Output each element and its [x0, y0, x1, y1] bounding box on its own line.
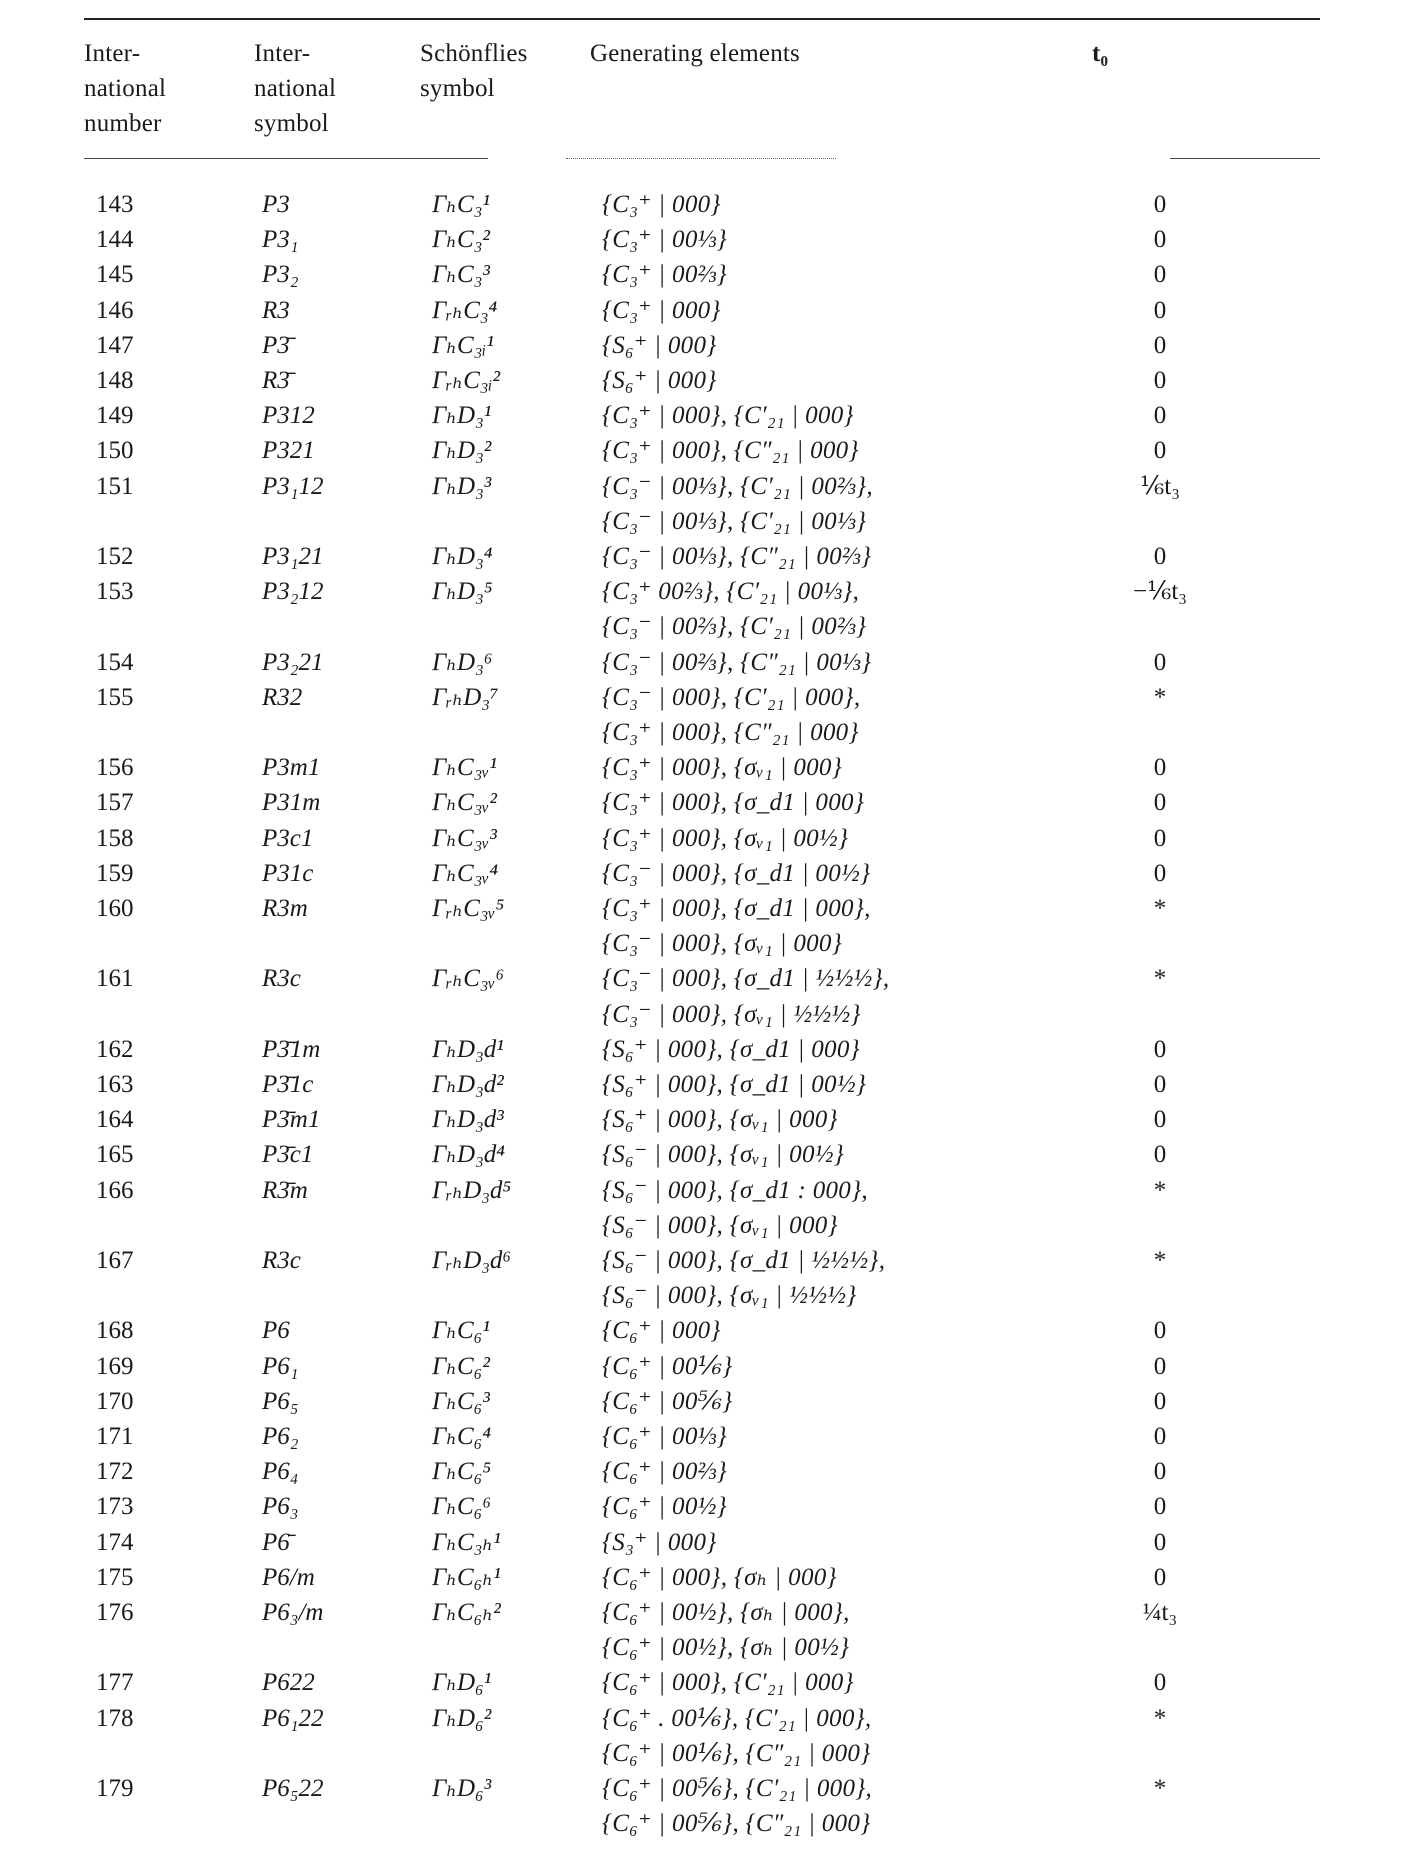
- table-row-continuation: [0, 927, 1401, 961]
- international-number: 178: [96, 1704, 134, 1732]
- t0-value: 0: [1153, 1141, 1167, 1169]
- schoenflies-symbol: ΓᵣₕC₃ᵢ²: [432, 367, 501, 394]
- international-symbol: R3̄m: [262, 1176, 308, 1204]
- t0-value: 0: [1153, 1458, 1167, 1486]
- t0-value: ⅙t₃: [1140, 472, 1180, 500]
- generating-elements: {S₃⁺ | 000}: [602, 1528, 717, 1556]
- generating-elements: {C₃⁺ | 000}, {C″₂₁ | 000}: [602, 437, 859, 465]
- table-row: [0, 962, 1401, 996]
- table-row: [0, 434, 1401, 468]
- schoenflies-symbol: ΓₕD₃d¹: [432, 1035, 504, 1063]
- t0-value: 0: [1153, 261, 1167, 289]
- generating-elements: {S₆⁻ | 000}, {σᵥ₁ | 000}: [602, 1211, 838, 1239]
- t0-value: −⅙t₃: [1133, 578, 1187, 606]
- table-row-continuation: [0, 1807, 1401, 1841]
- t0-value: 0: [1153, 1106, 1167, 1134]
- generating-elements: {C₆⁺ | 00⅚}, {C′₂₁ | 000},: [602, 1775, 873, 1802]
- international-number: 175: [96, 1563, 134, 1591]
- table-row: [0, 681, 1401, 715]
- schoenflies-symbol: ΓₕC₆⁴: [432, 1423, 492, 1450]
- international-symbol: R3c: [262, 965, 301, 993]
- international-symbol: P6₁: [262, 1352, 299, 1380]
- international-symbol: P3c1: [262, 824, 314, 852]
- table-row: [0, 1033, 1401, 1067]
- generating-elements: {S₆⁺ | 000}: [602, 367, 717, 394]
- generating-elements: {C₃⁺ | 000}: [602, 191, 721, 218]
- international-number: 170: [96, 1387, 134, 1415]
- table-row: [0, 1702, 1401, 1736]
- international-symbol: R3̄: [262, 367, 290, 394]
- table-row: [0, 892, 1401, 926]
- international-symbol: P3₁21: [262, 543, 324, 570]
- generating-elements: {S₆⁻ | 000}, {σᵥ₁ | ½½½}: [602, 1282, 857, 1310]
- table-row: [0, 329, 1401, 363]
- generating-elements: {C₃⁺ | 000}, {C′₂₁ | 000}: [602, 402, 854, 430]
- international-number: 166: [96, 1176, 134, 1204]
- international-symbol: P6̄: [262, 1528, 290, 1556]
- schoenflies-symbol: ΓₕC₃ᵥ¹: [432, 754, 497, 782]
- international-number: 163: [96, 1071, 134, 1098]
- international-symbol: P3₂21: [262, 648, 324, 676]
- generating-elements: {C₃⁻ | 00⅓}, {C′₂₁ | 00⅓}: [602, 507, 867, 535]
- schoenflies-symbol: ΓₕC₆³: [432, 1387, 490, 1415]
- international-symbol: P6₄: [262, 1458, 299, 1486]
- international-number: 176: [96, 1599, 134, 1626]
- t0-value: 0: [1153, 331, 1167, 359]
- international-number: 153: [96, 578, 134, 606]
- schoenflies-symbol: ΓₕC₆²: [432, 1352, 490, 1380]
- international-symbol: P31m: [262, 789, 321, 817]
- international-number: 158: [96, 824, 134, 852]
- generating-elements: {C₆⁺ . 00⅙}, {C′₂₁ | 000},: [602, 1704, 872, 1732]
- table-row: [0, 751, 1401, 785]
- international-number: 160: [96, 895, 134, 922]
- generating-elements: {S₆⁻ | 000}, {σ_d1 | ½½½},: [602, 1247, 886, 1274]
- t0-value: 0: [1153, 1493, 1167, 1521]
- table-row: [0, 258, 1401, 292]
- t0-value: *: [1153, 1704, 1167, 1732]
- international-symbol: P6₂: [262, 1423, 299, 1450]
- t0-value: *: [1153, 1247, 1167, 1274]
- t0-value: 0: [1153, 543, 1167, 570]
- international-symbol: P3m1: [262, 754, 321, 782]
- generating-elements: {C₆⁺ | 00½}, {σₕ | 00½}: [602, 1634, 850, 1662]
- international-symbol: P6₅22: [262, 1775, 324, 1802]
- header-international-symbol: Inter- national symbol: [254, 40, 337, 137]
- international-number: 159: [96, 859, 134, 887]
- generating-elements: {C₃⁻ | 000}, {σᵥ₁ | 000}: [602, 930, 843, 958]
- top-rule: [84, 18, 1320, 20]
- generating-elements: {C₃⁻ | 00⅔}, {C′₂₁ | 00⅔}: [602, 613, 867, 641]
- international-symbol: P3̄1m: [262, 1035, 321, 1063]
- header-generating-elements: Generating elements: [590, 40, 800, 67]
- table-row: [0, 1526, 1401, 1560]
- t0-value: 0: [1153, 1563, 1167, 1591]
- international-number: 155: [96, 683, 134, 711]
- table-row: [0, 1314, 1401, 1348]
- table-row: [0, 399, 1401, 433]
- t0-value: 0: [1153, 1528, 1167, 1556]
- international-number: 148: [96, 367, 134, 394]
- t0-value: 0: [1153, 402, 1167, 430]
- t0-value: 0: [1153, 367, 1167, 394]
- t0-value: 0: [1153, 1035, 1167, 1063]
- header-rule-right: [1170, 158, 1320, 159]
- international-symbol: P6: [262, 1317, 290, 1345]
- international-symbol: P6₅: [262, 1387, 299, 1415]
- schoenflies-symbol: ΓₕC₃ᵥ³: [432, 824, 497, 852]
- table-row: [0, 1420, 1401, 1454]
- table-row-continuation: [0, 1737, 1401, 1771]
- generating-elements: {S₆⁻ | 000}, {σ_d1 : 000},: [602, 1176, 868, 1204]
- table-row: [0, 786, 1401, 820]
- international-number: 172: [96, 1458, 134, 1486]
- header-rule-left: [84, 158, 488, 159]
- table-row-continuation: [0, 610, 1401, 644]
- t0-value: *: [1153, 895, 1167, 922]
- international-number: 173: [96, 1493, 134, 1521]
- international-symbol: P3̄m1: [262, 1106, 321, 1134]
- t0-value: 0: [1153, 437, 1167, 465]
- generating-elements: {C₃⁻ | 00⅓}, {C″₂₁ | 00⅔}: [602, 543, 872, 570]
- table-row-continuation: [0, 1631, 1401, 1665]
- table-row: [0, 857, 1401, 891]
- t0-value: 0: [1153, 824, 1167, 852]
- international-number: 152: [96, 543, 134, 570]
- header-schoenflies-symbol: Schönflies symbol: [420, 40, 528, 102]
- schoenflies-symbol: ΓₕC₃¹: [432, 191, 490, 218]
- generating-elements: {C₃⁺ 00⅔}, {C′₂₁ | 00⅓},: [602, 578, 860, 606]
- table-row: [0, 822, 1401, 856]
- generating-elements: {C₆⁺ | 000}, {σₕ | 000}: [602, 1563, 837, 1591]
- international-number: 145: [96, 261, 134, 289]
- generating-elements: {C₃⁺ | 00⅔}: [602, 261, 727, 289]
- table-row: [0, 1138, 1401, 1172]
- schoenflies-symbol: ΓₕD₆¹: [432, 1669, 492, 1697]
- t0-value: ¼t₃: [1142, 1599, 1178, 1626]
- schoenflies-symbol: ΓᵣₕD₃⁷: [432, 683, 499, 711]
- generating-elements: {C₃⁺ | 000}, {σ_d1 | 000},: [602, 895, 871, 922]
- schoenflies-symbol: ΓₕD₃d⁴: [432, 1141, 505, 1169]
- generating-elements: {C₃⁺ | 000}: [602, 296, 721, 324]
- table-row: [0, 1174, 1401, 1208]
- schoenflies-symbol: ΓₕD₆³: [432, 1775, 492, 1802]
- international-number: 162: [96, 1035, 134, 1063]
- table-row: [0, 1455, 1401, 1489]
- generating-elements: {C₆⁺ | 00½}, {σₕ | 000},: [602, 1599, 850, 1626]
- international-symbol: P3₁12: [262, 472, 324, 500]
- table-row: [0, 1772, 1401, 1806]
- international-number: 151: [96, 472, 134, 500]
- t0-value: *: [1153, 1775, 1167, 1802]
- schoenflies-symbol: ΓₕD₃d²: [432, 1071, 504, 1098]
- table-row: [0, 364, 1401, 398]
- international-symbol: P6₁22: [262, 1704, 324, 1732]
- international-number: 146: [96, 296, 134, 324]
- international-symbol: R3: [262, 296, 290, 324]
- generating-elements: {C₃⁻ | 00⅔}, {C″₂₁ | 00⅓}: [602, 648, 872, 676]
- schoenflies-symbol: ΓₕC₃ᵥ⁴: [432, 859, 499, 887]
- t0-value: 0: [1153, 1669, 1167, 1697]
- international-number: 156: [96, 754, 134, 782]
- generating-elements: {S₆⁺ | 000}: [602, 331, 717, 359]
- schoenflies-symbol: ΓᵣₕC₃⁴: [432, 296, 498, 324]
- international-symbol: P3₂12: [262, 578, 324, 606]
- international-symbol: P3₂: [262, 261, 299, 289]
- generating-elements: {C₆⁺ | 00½}: [602, 1493, 727, 1521]
- t0-value: 0: [1153, 1352, 1167, 1380]
- table-row: [0, 1244, 1401, 1278]
- table-row: [0, 540, 1401, 574]
- generating-elements: {C₃⁺ | 00⅓}: [602, 226, 727, 254]
- international-symbol: R3m: [262, 895, 308, 922]
- international-symbol: P312: [262, 402, 315, 430]
- table-row: [0, 1350, 1401, 1384]
- international-number: 165: [96, 1141, 134, 1169]
- international-symbol: P6₃: [262, 1493, 299, 1521]
- table-row: [0, 1103, 1401, 1137]
- table-row: [0, 1068, 1401, 1102]
- table-row: [0, 1561, 1401, 1595]
- schoenflies-symbol: ΓₕC₃³: [432, 261, 490, 289]
- international-number: 161: [96, 965, 134, 993]
- generating-elements: {C₃⁺ | 000}, {σᵥ₁ | 000}: [602, 754, 843, 782]
- table-row-continuation: [0, 1279, 1401, 1313]
- schoenflies-symbol: ΓₕD₃⁴: [432, 543, 493, 570]
- international-symbol: P3̄1c: [262, 1071, 314, 1098]
- t0-value: 0: [1153, 296, 1167, 324]
- generating-elements: {C₆⁺ | 00⅙}, {C″₂₁ | 000}: [602, 1739, 871, 1767]
- t0-value: 0: [1153, 859, 1167, 887]
- generating-elements: {S₆⁻ | 000}, {σᵥ₁ | 00½}: [602, 1141, 845, 1169]
- t0-value: 0: [1153, 1387, 1167, 1415]
- international-number: 144: [96, 226, 134, 254]
- schoenflies-symbol: ΓₕD₃¹: [432, 402, 492, 430]
- international-number: 164: [96, 1106, 134, 1134]
- t0-value: *: [1153, 1176, 1167, 1204]
- international-number: 174: [96, 1528, 134, 1556]
- generating-elements: {C₃⁻ | 000}, {σ_d1 | ½½½},: [602, 965, 890, 993]
- header-rule-middle: [566, 158, 836, 159]
- schoenflies-symbol: ΓₕD₃³: [432, 472, 492, 500]
- table-row-continuation: [0, 505, 1401, 539]
- international-number: 177: [96, 1669, 134, 1697]
- schoenflies-symbol: ΓₕD₃²: [432, 437, 492, 465]
- schoenflies-symbol: ΓₕD₃d³: [432, 1106, 504, 1134]
- international-symbol: P622: [262, 1669, 315, 1697]
- t0-value: 0: [1153, 1317, 1167, 1345]
- table-row: [0, 1666, 1401, 1700]
- international-symbol: P3: [262, 191, 290, 218]
- generating-elements: {C₆⁺ | 00⅚}: [602, 1387, 733, 1415]
- t0-value: 0: [1153, 1423, 1167, 1450]
- schoenflies-symbol: ΓₕC₃ₕ¹: [432, 1528, 501, 1556]
- international-symbol: P321: [262, 437, 315, 465]
- schoenflies-symbol: ΓᵣₕD₃d⁶: [432, 1247, 512, 1274]
- international-symbol: P6/m: [262, 1563, 315, 1591]
- international-symbol: P3̄: [262, 331, 290, 359]
- international-number: 179: [96, 1775, 134, 1802]
- table-row-continuation: [0, 998, 1401, 1032]
- table-row: [0, 1490, 1401, 1524]
- table-row: [0, 294, 1401, 328]
- generating-elements: {S₆⁺ | 000}, {σᵥ₁ | 000}: [602, 1106, 838, 1134]
- table-row: [0, 575, 1401, 609]
- table-row: [0, 646, 1401, 680]
- t0-value: *: [1153, 965, 1167, 993]
- schoenflies-symbol: ΓₕC₆¹: [432, 1317, 490, 1345]
- international-symbol: R32: [262, 683, 303, 711]
- t0-value: 0: [1153, 789, 1167, 817]
- generating-elements: {C₃⁺ | 000}, {C″₂₁ | 000}: [602, 719, 859, 746]
- table-row: [0, 223, 1401, 257]
- generating-elements: {C₆⁺ | 00⅔}: [602, 1458, 727, 1486]
- table-row-continuation: [0, 716, 1401, 750]
- international-number: 167: [96, 1247, 134, 1274]
- generating-elements: {C₃⁻ | 00⅓}, {C′₂₁ | 00⅔},: [602, 472, 873, 500]
- t0-value: *: [1153, 683, 1167, 711]
- generating-elements: {C₆⁺ | 000}: [602, 1317, 721, 1345]
- table-row: [0, 470, 1401, 504]
- generating-elements: {C₃⁻ | 000}, {C′₂₁ | 000},: [602, 683, 861, 711]
- schoenflies-symbol: ΓₕC₃²: [432, 226, 490, 254]
- international-number: 154: [96, 648, 134, 676]
- schoenflies-symbol: ΓₕC₆ₕ²: [432, 1599, 501, 1626]
- t0-value: 0: [1153, 191, 1167, 218]
- generating-elements: {C₃⁻ | 000}, {σᵥ₁ | ½½½}: [602, 1000, 861, 1028]
- table-row: [0, 1596, 1401, 1630]
- header-international-number: Inter- national number: [84, 40, 167, 137]
- schoenflies-symbol: ΓₕD₃⁵: [432, 578, 493, 606]
- international-symbol: P3̄c1: [262, 1141, 314, 1169]
- table-row-continuation: [0, 1209, 1401, 1243]
- schoenflies-symbol: ΓᵣₕC₃ᵥ⁵: [432, 895, 505, 922]
- international-number: 171: [96, 1423, 134, 1450]
- generating-elements: {C₆⁺ | 00⅚}, {C″₂₁ | 000}: [602, 1810, 871, 1838]
- generating-elements: {C₃⁺ | 000}, {σᵥ₁ | 00½}: [602, 824, 849, 852]
- international-symbol: P6₃/m: [262, 1599, 324, 1626]
- generating-elements: {C₆⁺ | 00⅓}: [602, 1423, 727, 1450]
- t0-value: 0: [1153, 226, 1167, 254]
- international-number: 149: [96, 402, 134, 430]
- t0-value: 0: [1153, 1071, 1167, 1098]
- generating-elements: {S₆⁺ | 000}, {σ_d1 | 000}: [602, 1035, 860, 1063]
- international-number: 143: [96, 191, 134, 218]
- t0-value: 0: [1153, 648, 1167, 676]
- generating-elements: {C₃⁻ | 000}, {σ_d1 | 00½}: [602, 859, 871, 887]
- international-symbol: R3c: [262, 1247, 301, 1274]
- schoenflies-symbol: ΓₕC₆⁶: [432, 1493, 492, 1521]
- generating-elements: {C₃⁺ | 000}, {σ_d1 | 000}: [602, 789, 865, 817]
- international-number: 157: [96, 789, 134, 817]
- international-symbol: P31c: [262, 859, 314, 887]
- schoenflies-symbol: ΓₕC₆ₕ¹: [432, 1563, 501, 1591]
- generating-elements: {C₆⁺ | 000}, {C′₂₁ | 000}: [602, 1669, 854, 1697]
- international-number: 169: [96, 1352, 134, 1380]
- schoenflies-symbol: ΓₕD₆²: [432, 1704, 492, 1732]
- schoenflies-symbol: ΓₕC₃ᵢ¹: [432, 331, 494, 359]
- schoenflies-symbol: ΓₕC₃ᵥ²: [432, 789, 497, 817]
- header-t0: t₀: [1092, 40, 1109, 67]
- international-symbol: P3₁: [262, 226, 299, 254]
- schoenflies-symbol: ΓᵣₕC₃ᵥ⁶: [432, 965, 505, 993]
- schoenflies-symbol: ΓₕC₆⁵: [432, 1458, 492, 1486]
- international-number: 150: [96, 437, 134, 465]
- generating-elements: {C₆⁺ | 00⅙}: [602, 1352, 733, 1380]
- schoenflies-symbol: ΓₕD₃⁶: [432, 648, 493, 676]
- table-row: [0, 188, 1401, 222]
- international-number: 168: [96, 1317, 134, 1345]
- t0-value: 0: [1153, 754, 1167, 782]
- international-number: 147: [96, 331, 134, 359]
- schoenflies-symbol: ΓᵣₕD₃d⁵: [432, 1176, 512, 1204]
- table-row: [0, 1385, 1401, 1419]
- generating-elements: {S₆⁺ | 000}, {σ_d1 | 00½}: [602, 1071, 867, 1098]
